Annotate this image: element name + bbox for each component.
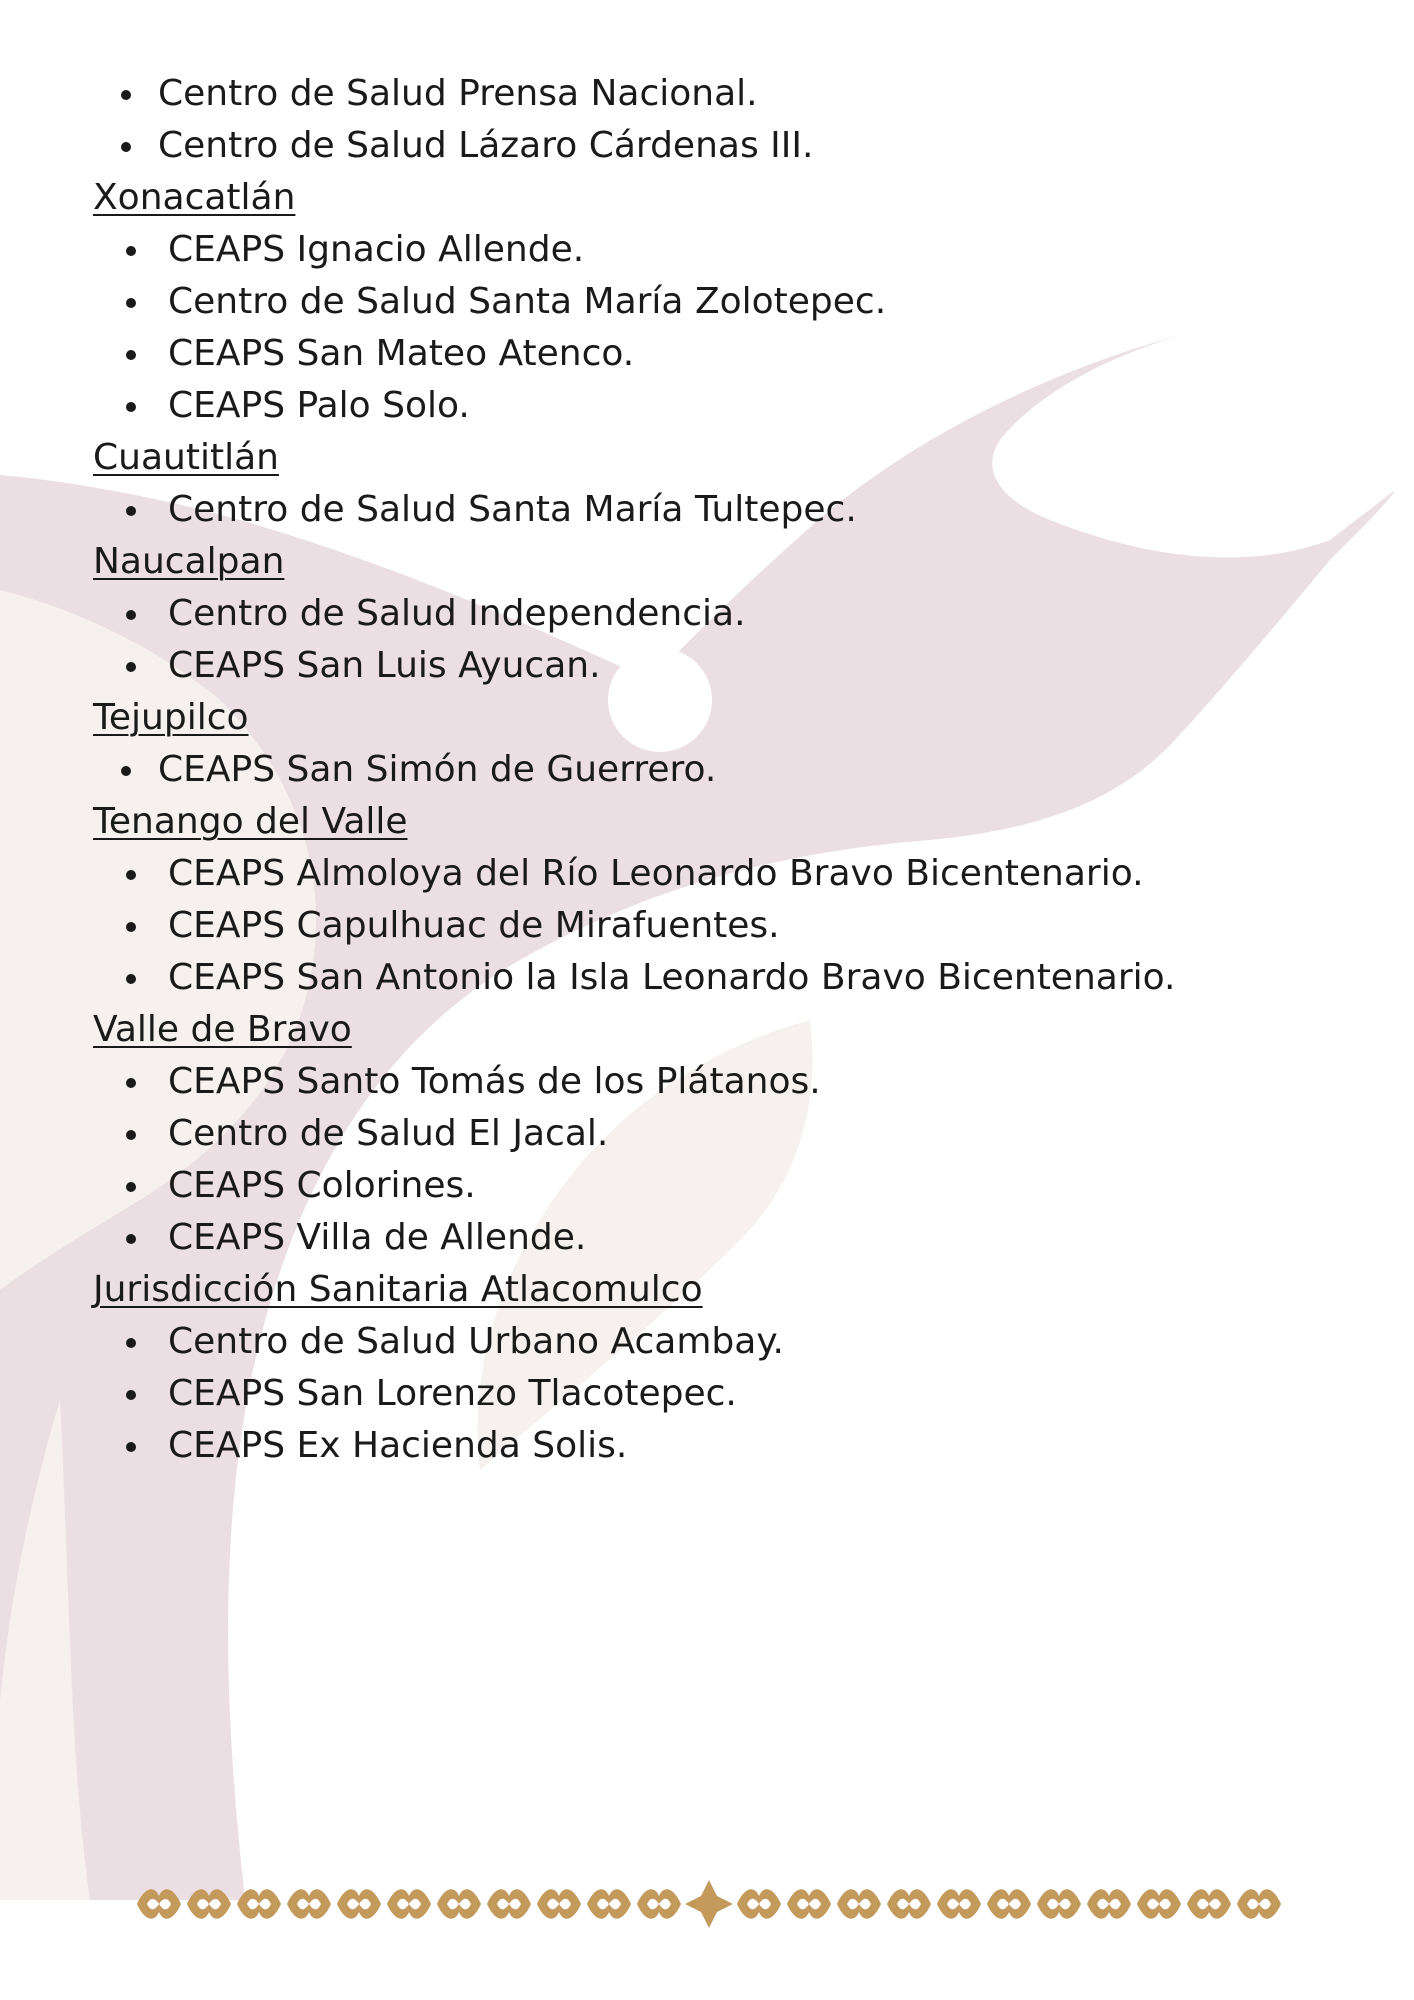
list-item: CEAPS Almoloya del Río Leonardo Bravo Bicentenario. [93,848,1343,900]
ornament-link [1087,1889,1131,1918]
list-item: CEAPS San Antonio la Isla Leonardo Bravo Bicentenario. [93,952,1343,1004]
ornament-link [487,1889,531,1918]
facility-list [93,744,1343,796]
ornament-link [237,1889,281,1918]
list-item: Centro de Salud Lázaro Cárdenas III. [93,120,1343,172]
facility-list [93,588,1343,692]
list-item: Centro de Salud Independencia. [93,588,1343,640]
ornament-link [137,1889,181,1918]
list-item: Centro de Salud Urbano Acambay. [93,1316,1343,1368]
group-title: Tenango del Valle [93,801,408,842]
ornament-link [1237,1889,1281,1918]
group-title: Naucalpan [93,541,285,582]
group-title: Cuautitlán [93,437,279,478]
ornament-link [837,1889,881,1918]
group-title: Jurisdicción Sanitaria Atlacomulco [93,1269,703,1310]
list-item: CEAPS Palo Solo. [93,380,1343,432]
list-item: CEAPS Villa de Allende. [93,1212,1343,1264]
ornament-link [187,1889,231,1918]
ornament-link [987,1889,1031,1918]
group-title: Xonacatlán [93,177,296,218]
ornament-link [537,1889,581,1918]
list-item: Centro de Salud Prensa Nacional. [93,68,1343,120]
list-item: CEAPS Capulhuac de Mirafuentes. [93,900,1343,952]
ornament-link [587,1889,631,1918]
ornament-link [387,1889,431,1918]
list-item: CEAPS San Mateo Atenco. [93,328,1343,380]
list-item: CEAPS San Luis Ayucan. [93,640,1343,692]
facility-list [93,848,1343,1004]
ornament-link [937,1889,981,1918]
list-item: CEAPS Santo Tomás de los Plátanos. [93,1056,1343,1108]
facility-list [93,224,1343,432]
list-item: CEAPS San Lorenzo Tlacotepec. [93,1368,1343,1420]
list-item: Centro de Salud El Jacal. [93,1108,1343,1160]
footer-ornament [134,1878,1290,1930]
document-body [93,68,1343,1472]
list-item: Centro de Salud Santa María Tultepec. [93,484,1343,536]
list-item: CEAPS Colorines. [93,1160,1343,1212]
list-item: CEAPS Ex Hacienda Solis. [93,1420,1343,1472]
list-item: CEAPS San Simón de Guerrero. [93,744,1343,796]
facility-list [93,484,1343,536]
list-item: CEAPS Ignacio Allende. [93,224,1343,276]
ornament-link [787,1889,831,1918]
facility-list [93,1056,1343,1264]
facility-list [93,68,1343,172]
group-title: Valle de Bravo [93,1009,352,1050]
ornament-link [1137,1889,1181,1918]
ornament-link [1037,1889,1081,1918]
group-title: Tejupilco [93,697,249,738]
ornament-link [1187,1889,1231,1918]
ornament-link [337,1889,381,1918]
ornament-center-cross [685,1880,733,1928]
ornament-link [637,1889,681,1918]
ornament-link [887,1889,931,1918]
list-item: Centro de Salud Santa María Zolotepec. [93,276,1343,328]
ornament-link [437,1889,481,1918]
facility-list [93,1316,1343,1472]
ornament-link [287,1889,331,1918]
ornament-link [737,1889,781,1918]
